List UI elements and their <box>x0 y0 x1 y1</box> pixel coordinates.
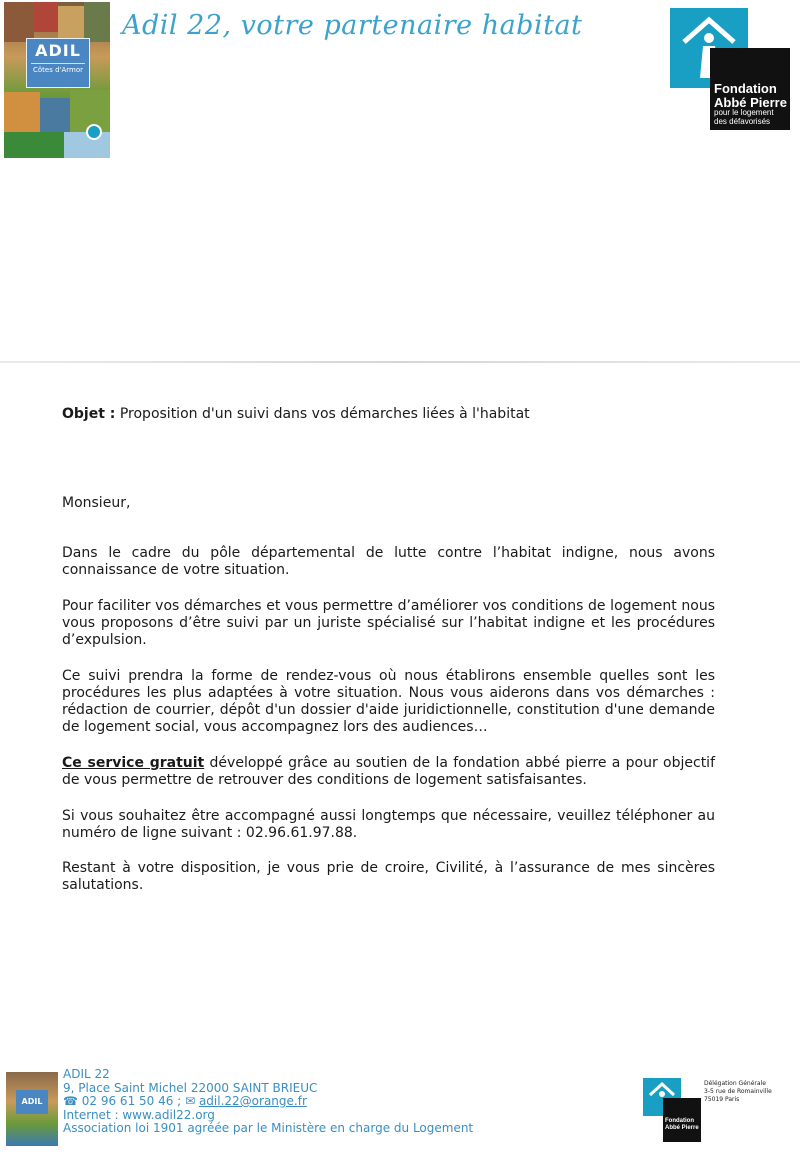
fap-logo-line2: Abbé Pierre <box>714 95 787 110</box>
footer-contact <box>63 1068 473 1136</box>
paragraph-6: Restant à votre disposition, je vous prie de croire, Civilité, à l’assurance de mes sincères salutations. <box>62 860 715 893</box>
mail-icon: ✉ <box>185 1094 196 1108</box>
paragraph-4 <box>62 755 715 789</box>
subject-label: Objet : <box>62 406 116 422</box>
adil-logo <box>4 2 110 158</box>
paragraph-4-text: développé grâce au soutien de la fondation abbé pierre a pour objectif de vous permettre de retrouver des conditions de logement satisfaisantes. <box>62 755 716 788</box>
delegation-line-1: Délégation Générale <box>704 1080 766 1087</box>
fondation-abbe-pierre-logo <box>670 8 790 130</box>
delegation-line-2: 3-5 rue de Romainville <box>704 1088 772 1095</box>
letter-subject <box>62 406 715 423</box>
footer-adil-mini-badge: ADIL <box>16 1090 48 1114</box>
fap-logo-line1: Fondation <box>714 81 777 96</box>
footer-fap-black-block <box>663 1098 701 1142</box>
footer-association: Association loi 1901 agréée par le Ministère en charge du Logement <box>63 1121 474 1135</box>
subject-text: Proposition d'un suivi dans vos démarches liées à l'habitat <box>119 406 530 422</box>
footer-adil-logo <box>6 1072 58 1146</box>
footer-delegation <box>704 1080 772 1104</box>
footer-fap-logo <box>643 1078 701 1142</box>
adil-logo-subtitle: Côtes d'Armor <box>31 63 85 76</box>
footer-address: 9, Place Saint Michel 22000 SAINT BRIEUC <box>63 1080 318 1095</box>
free-service-emphasis: Ce service gratuit <box>62 755 205 771</box>
footer-fap-text: Fondation Abbé Pierre <box>665 1118 699 1131</box>
fap-logo-line3: pour le logement <box>714 108 774 117</box>
fap-logo-line4: des défavorisés <box>714 117 771 126</box>
footer-org: ADIL 22 <box>63 1067 110 1081</box>
fap-logo-black-block <box>710 48 790 130</box>
adil-badge <box>26 38 90 88</box>
adil-logo-name: ADIL <box>35 41 81 60</box>
paragraph-3: Ce suivi prendra la forme de rendez-vous où nous établirons ensemble quelles sont les procédures les plus adaptées à votre situation. Nous vous aiderons dans vos démarches : rédaction de courrier, dépôt d'un dossier d'aide juridictionnelle, constitution d'une demande de logement social, vous accompagnez lors des audiences… <box>62 668 715 735</box>
footer-email-link[interactable]: adil.22@orange.fr <box>198 1094 307 1108</box>
paragraph-2: Pour faciliter vos démarches et vous permettre d’améliorer vos conditions de logement nous vous proposons d’être suivi par un juriste spécialisé sur l’habitat indigne et les procédures d’expulsion. <box>62 598 715 648</box>
letter-salutation: Monsieur, <box>62 495 131 511</box>
paragraph-1: Dans le cadre du pôle départemental de lutte contre l’habitat indigne, nous avons connaissance de votre situation. <box>62 545 715 578</box>
footer-phone: ☎ 02 96 61 50 46 ; <box>63 1094 182 1108</box>
footer-internet[interactable]: Internet : www.adil22.org <box>63 1107 215 1122</box>
delegation-line-3: 75019 Paris <box>704 1096 740 1103</box>
footer-phone-email <box>63 1095 473 1109</box>
paragraph-5: Si vous souhaitez être accompagné aussi longtemps que nécessaire, veuillez téléphoner au numéro de ligne suivant : 02.96.61.97.88. <box>62 808 715 841</box>
paper-fold-line <box>0 361 800 363</box>
header-slogan: Adil 22, votre partenaire habitat <box>122 10 583 41</box>
